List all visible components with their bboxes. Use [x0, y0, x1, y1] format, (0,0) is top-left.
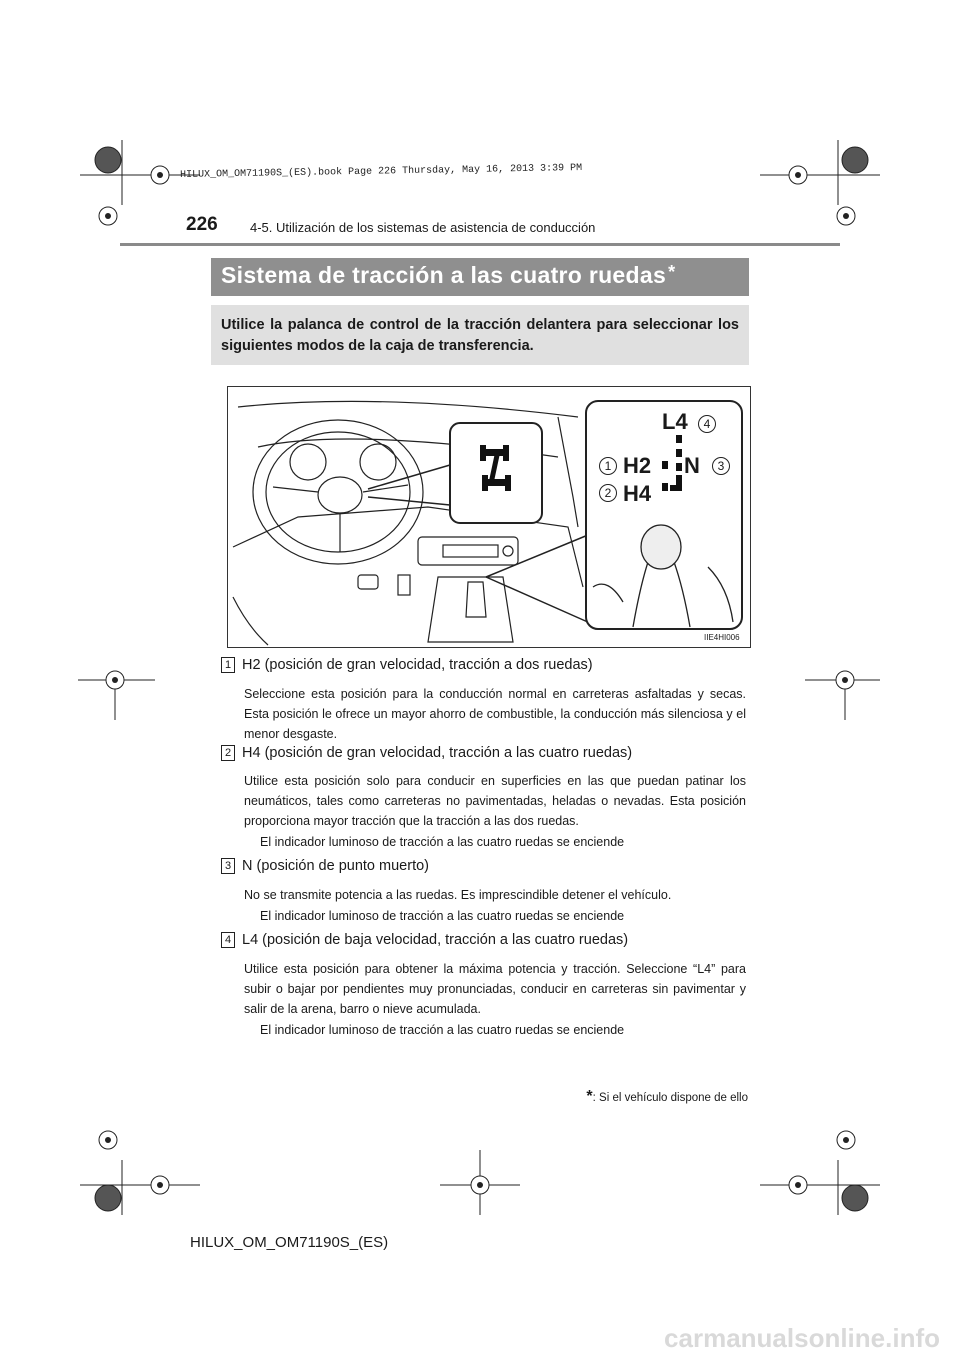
- section-heading: 4-5. Utilización de los sistemas de asistencia de conducción: [250, 220, 596, 235]
- marker-3: 3: [712, 457, 730, 475]
- item-number-4: 4: [221, 932, 235, 948]
- intro-box: [211, 305, 749, 365]
- shift-label-n: N: [684, 453, 700, 478]
- marker-1: 1: [599, 457, 617, 475]
- shift-pattern-callout: [586, 401, 742, 629]
- header-rule: [120, 243, 840, 246]
- footnote-text: : Si el vehículo dispone de ello: [592, 1092, 748, 1104]
- item-indicator-3: El indicador luminoso de tracción a las cuatro ruedas se enciende: [260, 909, 625, 923]
- item-title-1: H2 (posición de gran velocidad, tracción a dos ruedas): [242, 657, 593, 673]
- footer-code: HILUX_OM_OM71190S_(ES): [190, 1234, 389, 1251]
- footnote: [586, 1088, 748, 1106]
- page-title-text: Sistema de tracción a las cuatro ruedas: [221, 262, 667, 288]
- item-number-1: 1: [221, 657, 235, 673]
- item-body-3: No se transmite potencia a las ruedas. Es imprescindible detener el vehículo.: [244, 888, 672, 902]
- page-title: [221, 262, 675, 289]
- title-bar: [211, 258, 749, 296]
- figure-code: IIE4HI006: [704, 633, 740, 642]
- item-indicator-2: El indicador luminoso de tracción a las cuatro ruedas se enciende: [260, 835, 625, 849]
- item-indicator-4: El indicador luminoso de tracción a las cuatro ruedas se enciende: [260, 1023, 625, 1037]
- item-title-3: N (posición de punto muerto): [242, 858, 429, 874]
- shift-label-l4: L4: [662, 409, 688, 434]
- item-body-4: Utilice esta posición para obtener la máxima potencia y tracción. Seleccione “L4” para subir o bajar por pendientes muy pronunciadas, conducir en carreteras sin pavimentar y salir de la arena, barro o nieve acumulada.: [244, 962, 746, 1016]
- item-number-3: 3: [221, 858, 235, 874]
- asterisk-icon: *: [586, 1088, 593, 1105]
- dashboard-illustration: [227, 386, 751, 648]
- item-title-4: L4 (posición de baja velocidad, tracción a las cuatro ruedas): [242, 932, 629, 948]
- asterisk-icon: *: [668, 262, 676, 282]
- marker-2: 2: [599, 484, 617, 502]
- item-number-2: 2: [221, 745, 235, 761]
- intro-text: Utilice la palanca de control de la tracción delantera para seleccionar los siguientes modos de la caja de transferencia.: [221, 317, 739, 354]
- four-wheel-indicator-callout: [450, 423, 542, 523]
- watermark: carmanualsonline.info: [664, 1323, 940, 1353]
- page-number: 226: [186, 214, 218, 235]
- marker-4: 4: [698, 415, 716, 433]
- shift-label-h2: H2: [623, 453, 652, 478]
- book-info-line: HILUX_OM_OM71190S_(ES).book Page 226 Thursday, May 16, 2013 3:39 PM: [180, 162, 583, 181]
- item-title-2: H4 (posición de gran velocidad, tracción a las cuatro ruedas): [242, 745, 633, 761]
- item-body-1: Seleccione esta posición para la conducción normal en carreteras asfaltadas y secas. Esta posición le ofrece un mayor ahorro de combustible, la conducción más silenciosa y el menor desgaste.: [244, 687, 746, 741]
- shift-label-h4: H4: [623, 481, 652, 506]
- item-body-2: Utilice esta posición solo para conducir en superficies en las que puedan patinar los neumáticos, tales como carreteras no pavimentadas, heladas o nevadas. Esta posición proporciona mayor tracción que la tracción a las dos ruedas.: [244, 774, 746, 828]
